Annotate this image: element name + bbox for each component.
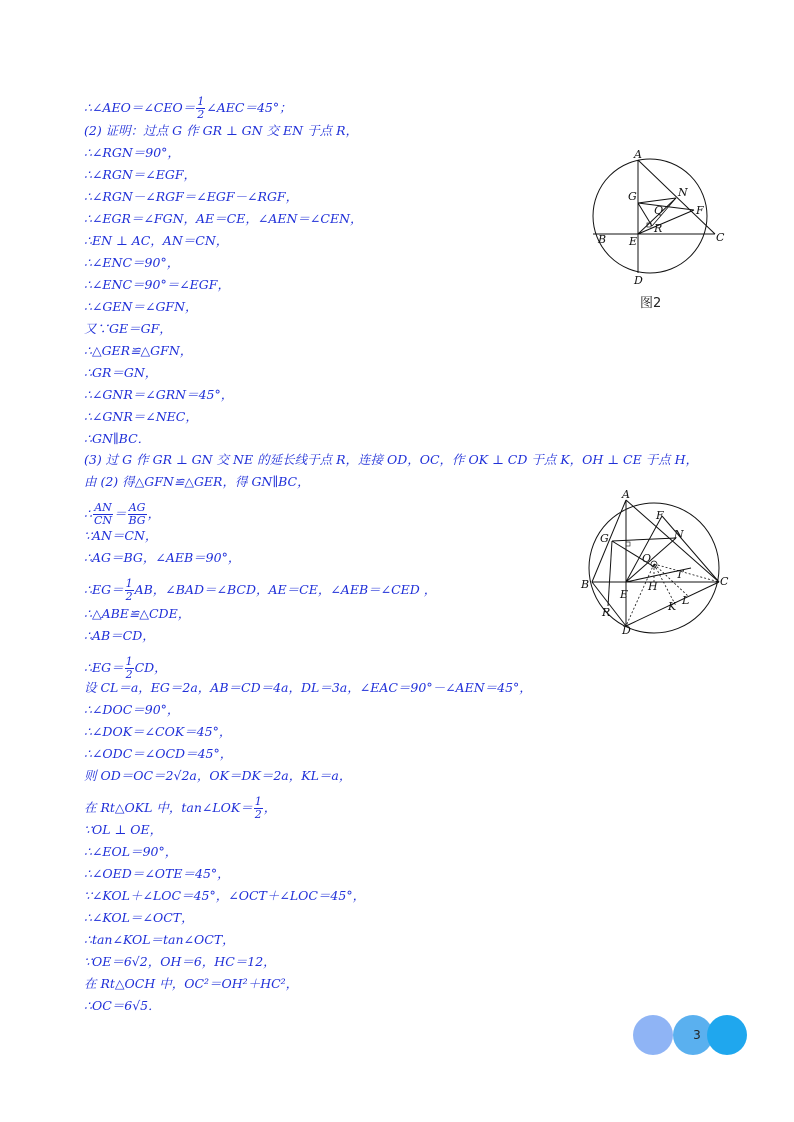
solution-line: ∴∠DOC＝90°， [84, 702, 180, 717]
solution-line: ∴∠DOK＝∠COK＝45°， [84, 724, 232, 739]
fig2-label-l: L [682, 594, 690, 607]
fraction [254, 796, 263, 821]
solution-line: 在 Rt△OCH 中，OC²＝OH²＋HC²， [84, 976, 299, 991]
solution-line: ∴OC＝6√5． [84, 998, 161, 1013]
solution-line: ∴AB＝CD， [84, 628, 155, 643]
fig1-label-f: F [696, 204, 704, 217]
solution-line: (2) 证明：过点 G 作 GR ⊥ GN 交 EN 于点 R， [84, 123, 358, 138]
solution-line: ∴∠RGN－∠RGF＝∠EGF－∠RGF， [84, 189, 299, 204]
solution-line: ∴∠GNR＝∠NEC， [84, 409, 198, 424]
solution-line: ∵OE＝6√2，OH＝6，HC＝12， [84, 954, 276, 969]
solution-line: ∵OL ⊥ OE， [84, 822, 163, 837]
figure-3-diagram [576, 486, 736, 636]
solution-line: ∴∠ENC＝90°＝∠EGF， [84, 277, 230, 292]
solution-line: 设 CL＝a，EG＝2a，AB＝CD＝4a，DL＝3a，∠EAC＝90°－∠AEN＝45°， [84, 680, 532, 695]
solution-line: ∴∠GEN＝∠GFN， [84, 299, 198, 314]
text-segment: ∴ [84, 506, 92, 521]
solution-line: 由 (2) 得△GFN≌△GER，得 GN∥BC， [84, 474, 310, 489]
solution-line: ∴∠RGN＝∠EGF， [84, 167, 197, 182]
text-segment: CD， [134, 660, 167, 675]
solution-line: ∴∠RGN＝90°， [84, 145, 180, 160]
fig2-label-f: F [656, 509, 664, 522]
text-segment: ∴EG＝ [84, 582, 124, 597]
solution-line [84, 96, 292, 121]
page-badge-left [633, 1015, 673, 1055]
solution-line: ∴△ABE≌△CDE， [84, 606, 191, 621]
fig2-label-o: O [642, 552, 652, 565]
solution-line: (3) 过 G 作 GR ⊥ GN 交 NE 的延长线于点 R，连接 OD，OC，作 OK ⊥ CD 于点 K，OH ⊥ CE 于点 H， [84, 452, 699, 467]
fraction [125, 578, 134, 603]
fig2-label-c: C [720, 575, 729, 588]
solution-line: ∴GN∥BC． [84, 431, 151, 446]
fig1-label-d: D [634, 274, 643, 287]
fig2-label-g: G [600, 532, 609, 545]
solution-line: ∴AG＝BG，∠AEB＝90°， [84, 550, 241, 565]
fig2-label-h: H [648, 580, 658, 593]
text-segment: ， [147, 506, 161, 521]
text-segment: ∴∠AEO＝∠CEO＝ [84, 100, 196, 115]
fraction-denominator: 2 [254, 808, 262, 821]
text-segment: AB，∠BAD＝∠BCD，AE＝CE，∠AEB＝∠CED ， [134, 582, 437, 597]
text-segment: 在 Rt△OKL 中，tan∠LOK＝ [84, 800, 253, 815]
fraction-numerator: AN [94, 501, 112, 514]
fraction [128, 502, 147, 527]
solution-line: ∴∠EOL＝90°， [84, 844, 178, 859]
fig1-label-r: R [654, 222, 663, 235]
fraction-numerator: AG [128, 501, 146, 514]
fraction-numerator: 1 [125, 655, 133, 668]
fraction-denominator: 2 [197, 108, 205, 121]
fig1-label-g: G [628, 190, 637, 203]
solution-line: ∴EN ⊥ AC，AN＝CN， [84, 233, 229, 248]
fraction-denominator: 2 [125, 590, 133, 603]
fraction [93, 502, 113, 527]
text-segment: ＝ [114, 506, 127, 521]
fig1-label-c: C [716, 231, 725, 244]
text-segment: ∠AEC＝45°； [206, 100, 292, 115]
fig2-label-n: N [674, 528, 684, 541]
solution-line [84, 578, 436, 603]
fraction-denominator: 2 [125, 668, 133, 681]
solution-line [84, 502, 160, 527]
page-number: 3 [693, 1028, 701, 1042]
fig2-label-t: T [676, 568, 684, 581]
fig1-label-n: N [678, 186, 688, 199]
fraction [125, 656, 134, 681]
fraction-denominator: CN [93, 514, 112, 527]
solution-line [84, 656, 167, 681]
figure-caption: 图2 [640, 296, 662, 311]
fig1-label-e: E [629, 235, 638, 248]
text-segment: ， [263, 800, 277, 815]
solution-line: ∴∠KOL＝∠OCT， [84, 910, 194, 925]
solution-line: ∴△GER≌△GFN， [84, 343, 193, 358]
solution-line: ∵∠KOL＋∠LOC＝45°，∠OCT＋∠LOC＝45°， [84, 888, 366, 903]
fig2-label-r: R [602, 606, 611, 619]
solution-line: 则 OD＝OC＝2√2a，OK＝DK＝2a，KL＝a， [84, 768, 352, 783]
fraction-numerator: 1 [254, 795, 262, 808]
fraction [196, 96, 205, 121]
fig2-label-k: K [668, 600, 677, 613]
fraction-numerator: 1 [125, 577, 133, 590]
fraction-numerator: 1 [197, 95, 205, 108]
solution-line [84, 796, 276, 821]
solution-line: ∵AN＝CN， [84, 528, 158, 543]
fraction-denominator: BG [128, 514, 146, 527]
figure-2-diagram [590, 148, 740, 288]
solution-line: ∴GR＝GN， [84, 365, 158, 380]
fig2-label-e: E [620, 588, 629, 601]
solution-line: ∴∠ENC＝90°， [84, 255, 180, 270]
solution-line: ∴∠OED＝∠OTE＝45°， [84, 866, 230, 881]
solution-line: ∴∠EGR＝∠FGN，AE＝CE，∠AEN＝∠CEN， [84, 211, 363, 226]
fig1-label-q: Q [654, 204, 664, 217]
fig1-label-a: A [634, 148, 642, 161]
fig2-label-b: B [581, 578, 590, 591]
solution-line: ∴∠GNR＝∠GRN＝45°， [84, 387, 234, 402]
text-segment: ∴EG＝ [84, 660, 124, 675]
fig2-label-a: A [622, 488, 630, 501]
solution-line: 又∵GE＝GF， [84, 321, 172, 336]
fig2-label-d: D [622, 624, 631, 636]
fig1-label-b: B [598, 233, 607, 246]
solution-line: ∴∠ODC＝∠OCD＝45°， [84, 746, 233, 761]
solution-line: ∴tan∠KOL＝tan∠OCT， [84, 932, 235, 947]
